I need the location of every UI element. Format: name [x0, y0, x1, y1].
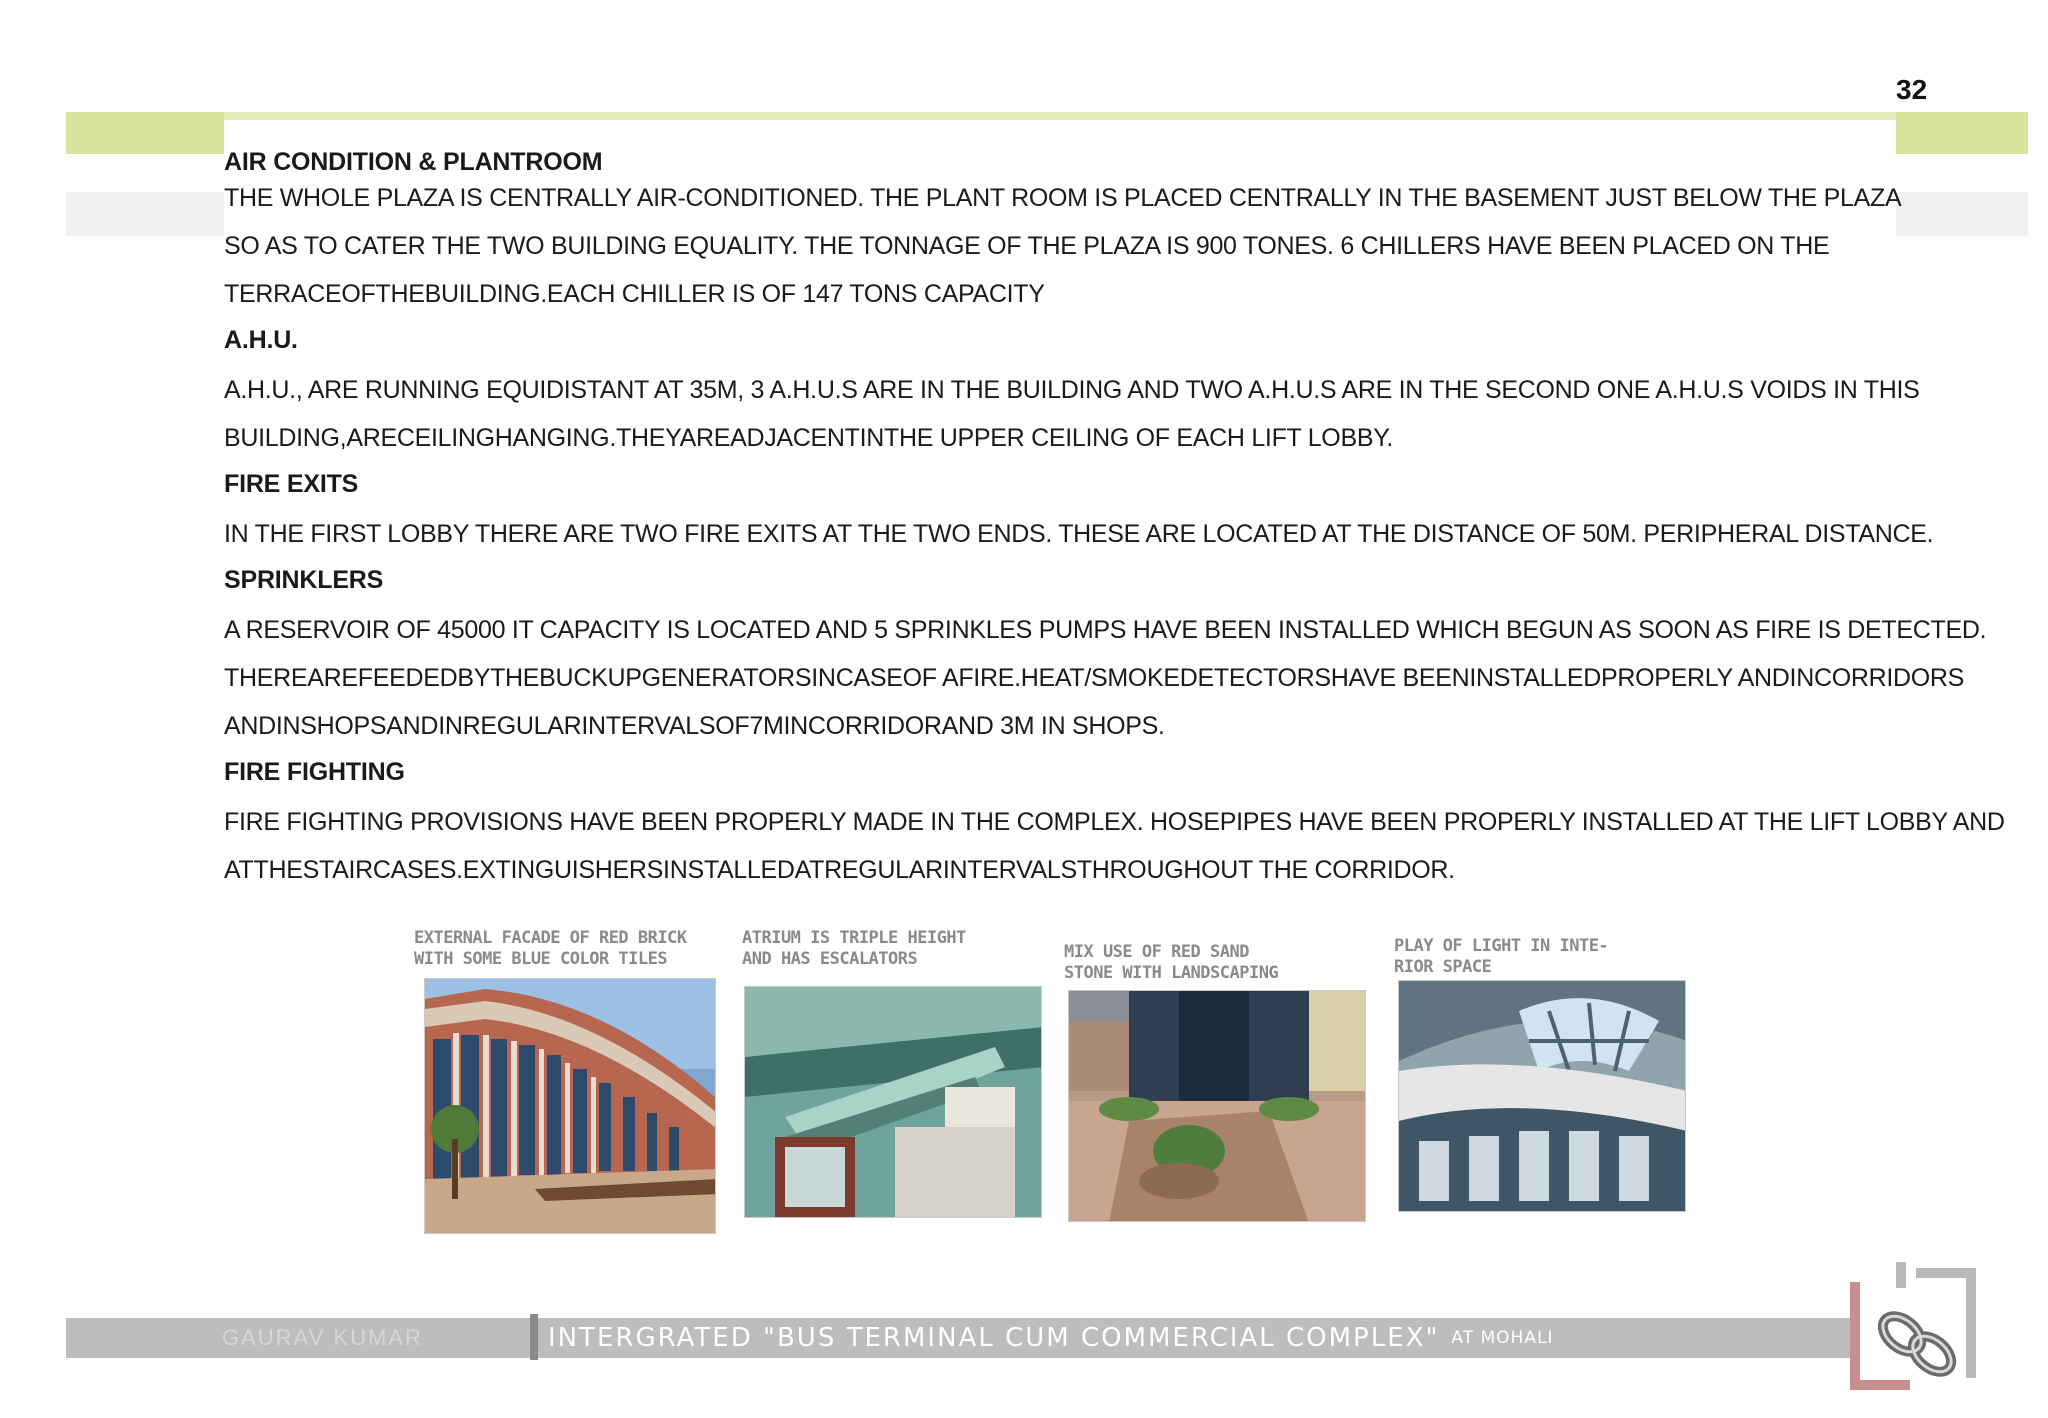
page-number: 32	[1896, 74, 1928, 105]
photo-caption: ATRIUM IS TRIPLE HEIGHT	[742, 928, 966, 948]
photo-light	[1398, 980, 1686, 1212]
photo-caption: WITH SOME BLUE COLOR TILES	[414, 949, 668, 969]
chain-logo-icon	[1846, 1262, 1990, 1394]
section-fire-exits	[224, 468, 2014, 558]
text-line: A RESERVOIR OF 45000 IT CAPACITY IS LOCATED AND 5 SPRINKLES PUMPS HAVE BEEN INSTALLED WHICH BEGUN AS SOON AS FIRE IS DETECTED.	[224, 616, 1987, 644]
section-heading: A.H.U.	[224, 326, 298, 354]
section-text	[224, 174, 2014, 318]
section-air-condition	[224, 146, 2014, 318]
photo-card-landscaping	[1064, 942, 1278, 984]
text-line: ATTHESTAIRCASES.EXTINGUISHERSINSTALLEDATREGULARINTERVALSTHROUGHOUT THE CORRIDOR.	[224, 856, 1455, 884]
text-line: FIRE FIGHTING PROVISIONS HAVE BEEN PROPERLY MADE IN THE COMPLEX. HOSEPIPES HAVE BEEN PROPERLY INSTALLED AT THE LIFT LOBBY AND	[224, 808, 2005, 836]
photo-caption: AND HAS ESCALATORS	[742, 949, 918, 969]
text-line: THEREAREFEEDEDBYTHEBUCKUPGENERATORSINCASEOF AFIRE.HEAT/SMOKEDETECTORSHAVE BEENINSTALLEDPROPERLY ANDINCORRIDORS	[224, 664, 1965, 692]
section-text	[224, 606, 2014, 750]
photo-caption: PLAY OF LIGHT IN INTE-	[1394, 936, 1609, 956]
photo-caption: MIX USE OF RED SAND	[1064, 942, 1249, 962]
footer-title-area	[548, 1318, 1553, 1358]
section-sprinklers	[224, 564, 2014, 750]
photo-card-atrium	[742, 928, 966, 970]
photo-facade	[424, 978, 716, 1234]
text-line: IN THE FIRST LOBBY THERE ARE TWO FIRE EXITS AT THE TWO ENDS. THESE ARE LOCATED AT THE DISTANCE OF 50M. PERIPHERAL DISTANCE.	[224, 520, 1934, 548]
text-line: A.H.U., ARE RUNNING EQUIDISTANT AT 35M, 3 A.H.U.S ARE IN THE BUILDING AND TWO A.H.U.S ARE IN THE SECOND ONE A.H.U.S VOIDS IN THIS	[224, 376, 1920, 404]
text-line: TERRACEOFTHEBUILDING.EACH CHILLER IS OF 147 TONS CAPACITY	[224, 280, 1045, 308]
section-text	[224, 366, 2014, 462]
section-text	[224, 510, 2014, 558]
atrium-illustration	[745, 987, 1042, 1218]
footer-location: AT MOHALI	[1451, 1328, 1554, 1348]
photo-caption: STONE WITH LANDSCAPING	[1064, 963, 1279, 983]
footer-author: GAURAV KUMAR	[222, 1325, 423, 1350]
text-line: ANDINSHOPSANDINREGULARINTERVALSOF7MINCORRIDORAND 3M IN SHOPS.	[224, 712, 1165, 740]
side-band-left	[66, 192, 224, 236]
section-heading: SPRINKLERS	[224, 566, 384, 594]
photo-caption: EXTERNAL FACADE OF RED BRICK	[414, 928, 687, 948]
footer-title: INTERGRATED "BUS TERMINAL CUM COMMERCIAL COMPLEX"	[548, 1323, 1440, 1353]
photo-landscaping	[1068, 990, 1366, 1222]
text-line: THE WHOLE PLAZA IS CENTRALLY AIR-CONDITIONED. THE PLANT ROOM IS PLACED CENTRALLY IN THE BASEMENT JUST BELOW THE PLAZA	[224, 184, 1902, 212]
body-content	[224, 146, 2014, 900]
photo-caption: RIOR SPACE	[1394, 957, 1492, 977]
section-text	[224, 798, 2014, 894]
section-fire-fighting	[224, 756, 2014, 894]
section-heading: AIR CONDITION & PLANTROOM	[224, 148, 603, 176]
photo-strip	[408, 928, 1698, 1238]
light-illustration	[1399, 981, 1686, 1212]
header-rule	[224, 112, 1896, 120]
photo-card-light	[1394, 936, 1608, 978]
section-ahu	[224, 324, 2014, 462]
photo-atrium	[744, 986, 1042, 1218]
section-heading: FIRE EXITS	[224, 470, 359, 498]
text-line: BUILDING,ARECEILINGHANGING.THEYAREADJACENTINTHE UPPER CEILING OF EACH LIFT LOBBY.	[224, 424, 1393, 452]
facade-illustration	[425, 979, 716, 1234]
photo-card-facade	[414, 928, 687, 970]
text-line: SO AS TO CATER THE TWO BUILDING EQUALITY. THE TONNAGE OF THE PLAZA IS 900 TONES. 6 CHILLERS HAVE BEEN PLACED ON THE	[224, 232, 1830, 260]
header-band-left	[66, 112, 224, 154]
footer-divider	[530, 1314, 538, 1360]
landscaping-illustration	[1069, 991, 1366, 1222]
footer-author-area	[66, 1318, 520, 1358]
section-heading: FIRE FIGHTING	[224, 758, 405, 786]
